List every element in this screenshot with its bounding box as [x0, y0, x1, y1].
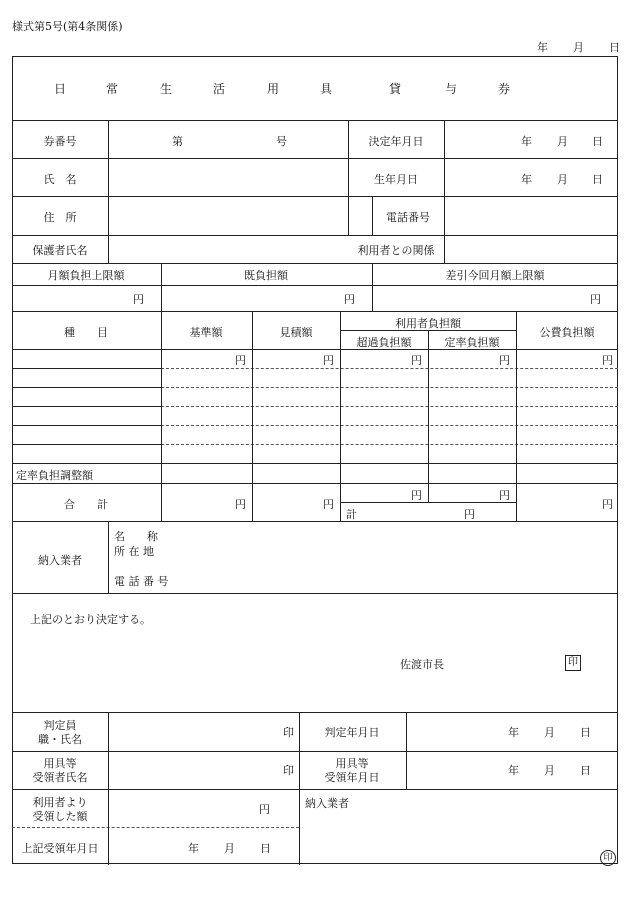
label-guardian: 保護者氏名 — [32, 244, 88, 257]
label-birth-date: 生年月日 — [374, 173, 418, 186]
label-fixed-burden: 定率負担額 — [444, 336, 500, 349]
decided-text: 上記のとおり決定する。 — [30, 613, 151, 626]
label-address: 住 所 — [43, 211, 77, 224]
label-user-burden: 利用者負担額 — [395, 317, 461, 330]
label-coupon-no: 券番号 — [43, 135, 77, 148]
label-name: 氏 名 — [43, 173, 77, 186]
vendor-seal: 印 — [600, 850, 616, 866]
label-base-amount: 基準額 — [189, 326, 223, 339]
label-monthly-limit: 月額負担上限額 — [47, 269, 125, 282]
form-id: 様式第5号(第4条関係) — [12, 20, 123, 33]
mayor-seal: 印 — [565, 655, 581, 671]
label-public-burden: 公費負担額 — [539, 326, 595, 339]
mayor-label: 佐渡市長 — [400, 658, 444, 671]
label-estimate: 見積額 — [279, 326, 313, 339]
label-already-paid: 既負担額 — [244, 269, 288, 282]
label-vendor-address: 所 在 地 — [114, 545, 154, 558]
label-judge-date: 判定年月日 — [324, 726, 380, 739]
label-no-prefix: 第 — [172, 135, 183, 148]
label-relation: 利用者との関係 — [357, 244, 435, 257]
label-total: 合 計 — [64, 498, 108, 511]
label-vendor-name: 名 称 — [114, 530, 158, 543]
label-vendor2: 納入業者 — [305, 797, 349, 810]
label-net-limit: 差引今回月額上限額 — [445, 269, 545, 282]
label-vendor-phone: 電 話 番 号 — [114, 575, 169, 588]
label-decision-date: 決定年月日 — [368, 135, 424, 148]
label-subtotal: 計 — [346, 508, 357, 521]
label-item: 種 目 — [64, 326, 108, 339]
label-adjust: 定率負担調整額 — [16, 469, 93, 482]
label-no-suffix: 号 — [276, 135, 287, 148]
label-excess-burden: 超過負担額 — [356, 336, 412, 349]
label-vendor: 納入業者 — [38, 554, 82, 567]
label-phone: 電話番号 — [386, 211, 430, 224]
